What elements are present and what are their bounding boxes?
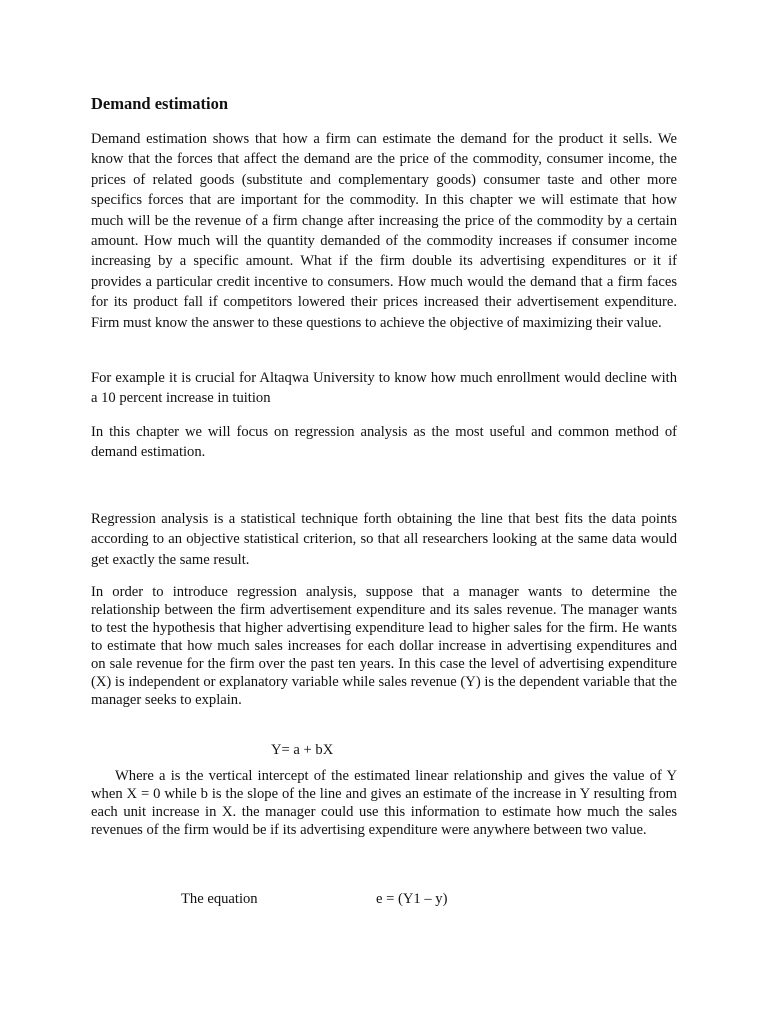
regression-definition-paragraph: Regression analysis is a statistical technique forth obtaining the line that best fits the data points according to an objective statistical criterion, so that all researchers looking at the same data would get exactly the same result.: [91, 511, 677, 568]
intro-paragraph: Demand estimation shows that how a firm can estimate the demand for the product it sells. We know that the forces that affect the demand are the price of the commodity, consumer income, the prices of related goods (substitute and complementary goods) consumer taste and other more specifics forces that are important for the commodity. In this chapter we will estimate that how much will be the revenue of a firm change after increasing the price of the commodity by a certain amount. How much will the quantity demanded of the commodity increases if consumer income increasing by a specific amount. What if the firm double its advertising expenditures or it if provides a particular credit incentive to consumers. How much would the demand that a firm faces for its product fall if competitors lowered their prices increased their advertisement expenditure. Firm must know the answer to these questions to achieve the objective of maximizing their value.: [91, 131, 677, 331]
section-heading: Demand estimation: [91, 94, 229, 113]
regression-example-paragraph: In order to introduce regression analysis, suppose that a manager wants to determine the relationship between the firm advertisement expenditure and its sales revenue. The manager wants to test the hypothesis that higher advertising expenditure lead to higher sales for the firm. He wants to estimate that how much sales increases for each dollar increase in advertising expenditures and on sale revenue for the firm over the past ten years. In this case the level of advertising expenditure (X) is independent or explanatory variable while sales revenue (Y) is the dependent variable that the manager seeks to explain.: [91, 584, 677, 708]
error-equation: e = (Y1 – y): [376, 891, 448, 907]
example-paragraph: For example it is crucial for Altaqwa University to know how much enrollment would decline with a 10 percent increase in tuition: [91, 370, 677, 407]
regression-formula: Y= a + bX: [271, 742, 334, 758]
focus-paragraph: In this chapter we will focus on regression analysis as the most useful and common method of demand estimation.: [91, 424, 677, 461]
equation-label: The equation: [181, 891, 258, 907]
formula-explanation-paragraph: Where a is the vertical intercept of the estimated linear relationship and gives the value of Y when X = 0 while b is the slope of the line and gives an estimate of the increase in Y resulting from each unit increase in X. the manager could use this information to estimate how much the sales revenues of the firm would be if its advertising expenditure were anywhere between two value.: [91, 768, 677, 838]
